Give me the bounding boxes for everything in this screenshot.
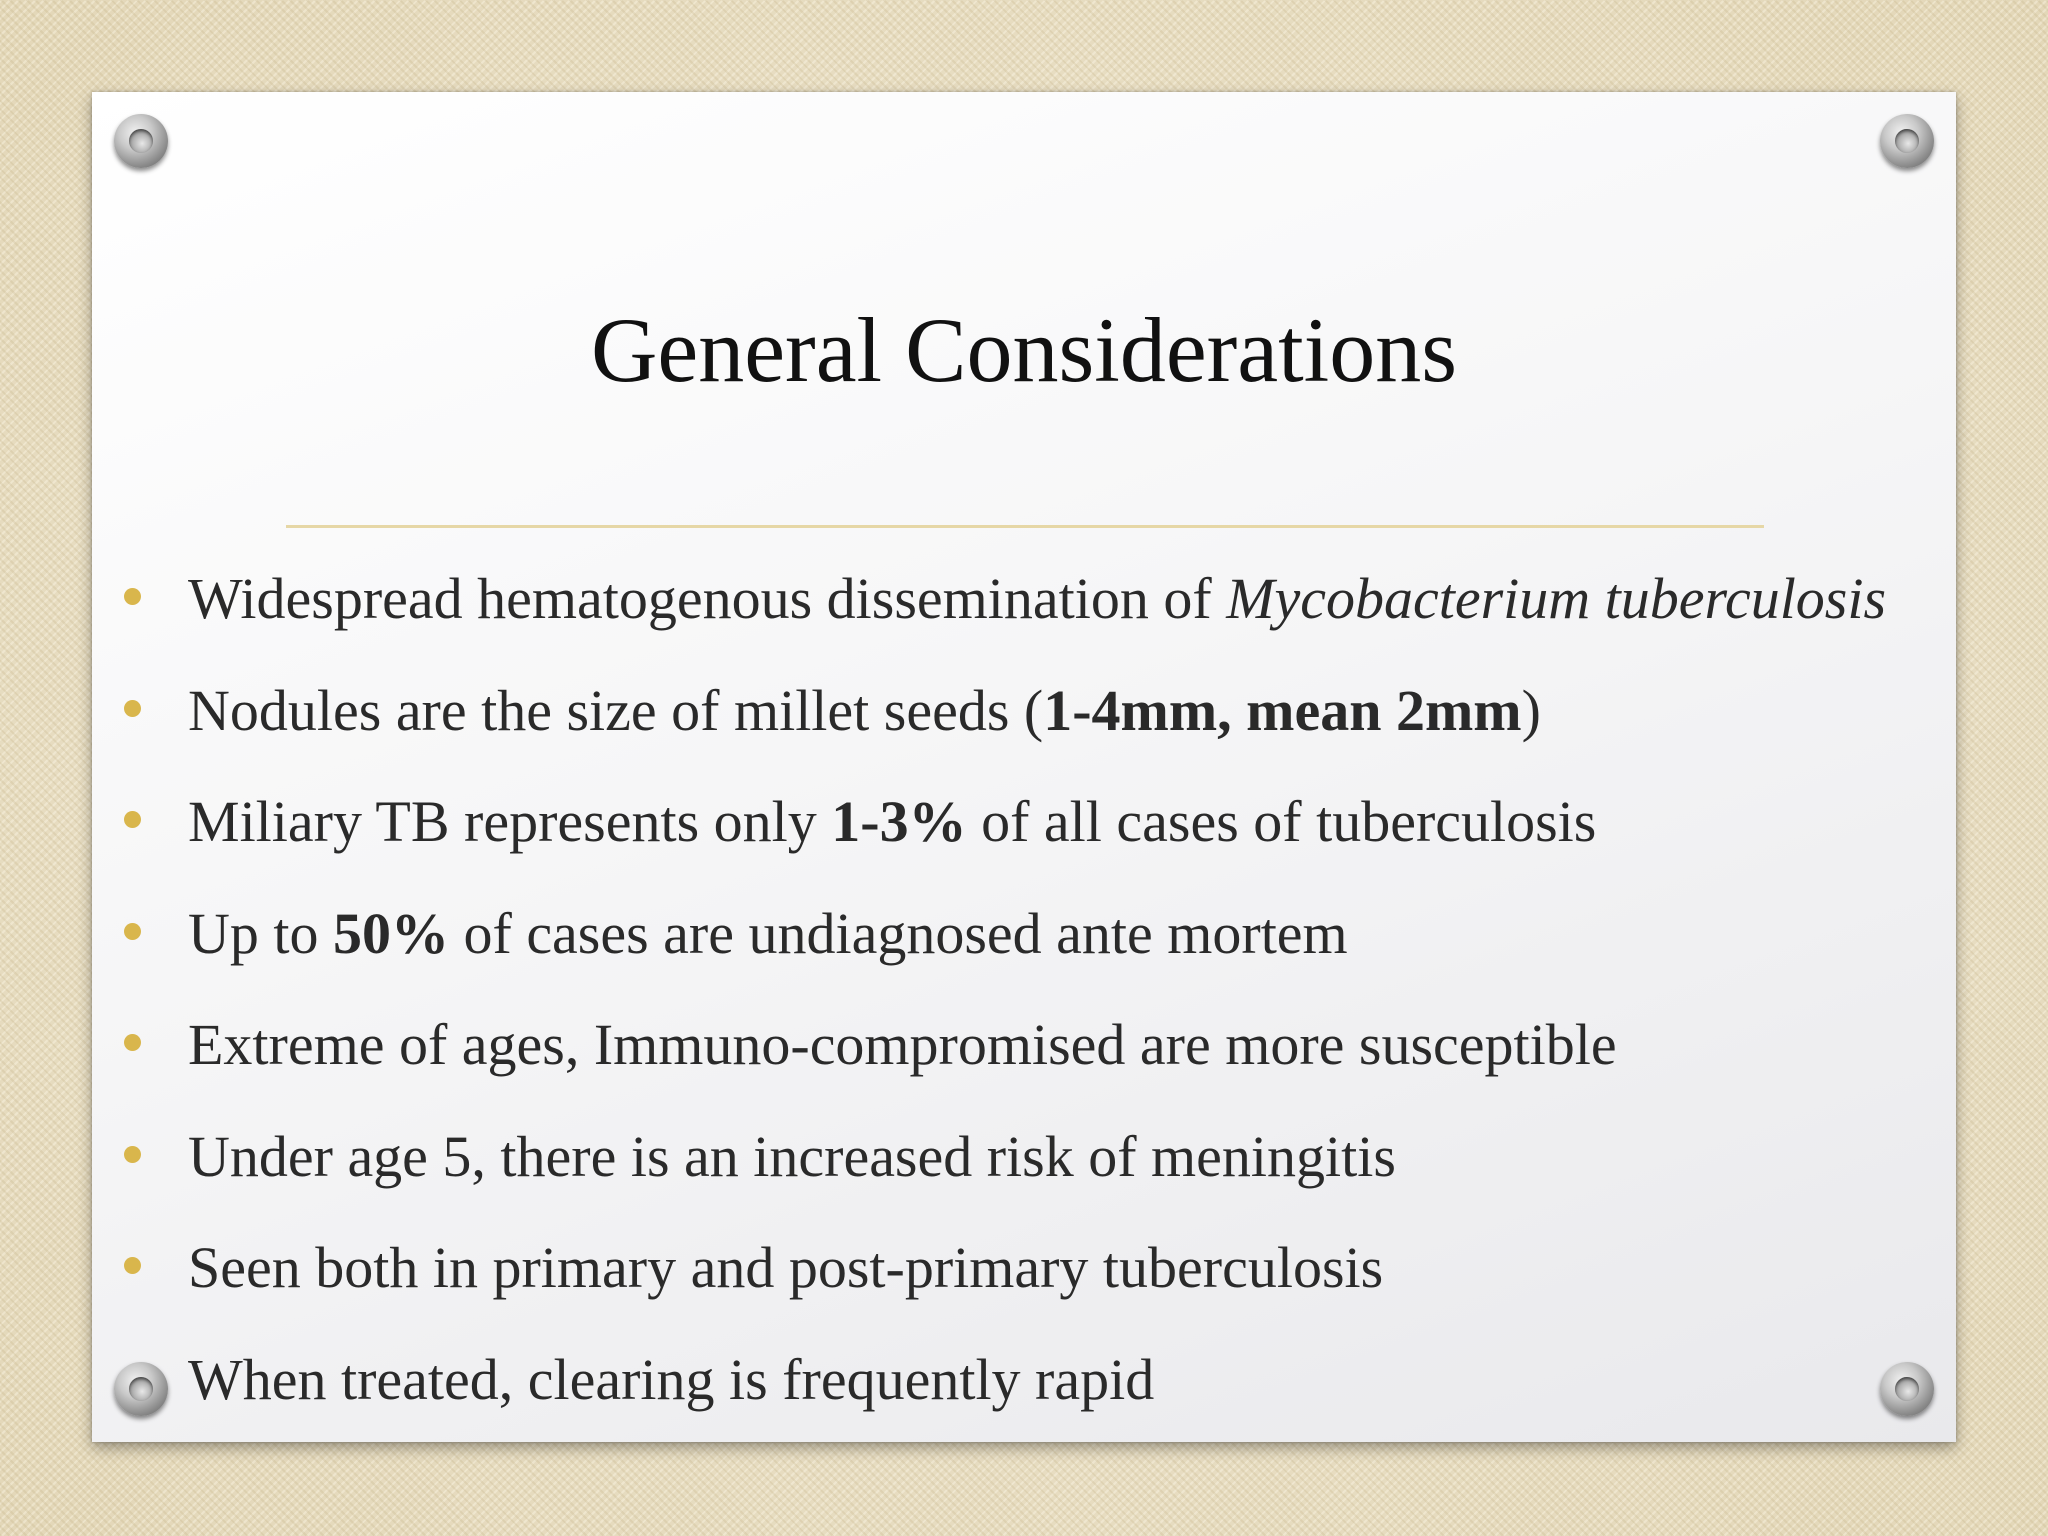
grommet-top-left-icon (114, 114, 168, 168)
bullet-icon (124, 923, 141, 940)
grommet-bottom-right-icon (1880, 1362, 1934, 1416)
grommet-top-right-icon (1880, 114, 1934, 168)
bullet-icon (124, 700, 141, 717)
bullet-icon (124, 811, 141, 828)
bullet-icon (124, 588, 141, 605)
bullet-text: Nodules are the size of millet seeds (1-4mm, mean 2mm) (188, 677, 1541, 743)
bullet-icon (124, 1034, 141, 1051)
slide-title: General Considerations (590, 299, 1458, 401)
bullet-text: Seen both in primary and post-primary tuberculosis (188, 1235, 1384, 1300)
bullet-text: Up to 50% of cases are undiagnosed ante mortem (188, 900, 1348, 966)
bullet-text: Extreme of ages, Immuno-compromised are more susceptible (188, 1012, 1617, 1077)
bullet-text: Miliary TB represents only 1-3% of all cases of tuberculosis (188, 789, 1597, 854)
title-divider (286, 525, 1764, 528)
bullet-text: Under age 5, there is an increased risk of meningitis (188, 1123, 1396, 1189)
bullet-icon (124, 1257, 141, 1274)
bullet-icon (124, 1146, 141, 1163)
bullet-text: When treated, clearing is frequently rapid (188, 1346, 1155, 1412)
grommet-bottom-left-icon (114, 1362, 168, 1416)
bullet-text: Widespread hematogenous dissemination of Mycobacterium tuberculosis (188, 566, 1887, 631)
